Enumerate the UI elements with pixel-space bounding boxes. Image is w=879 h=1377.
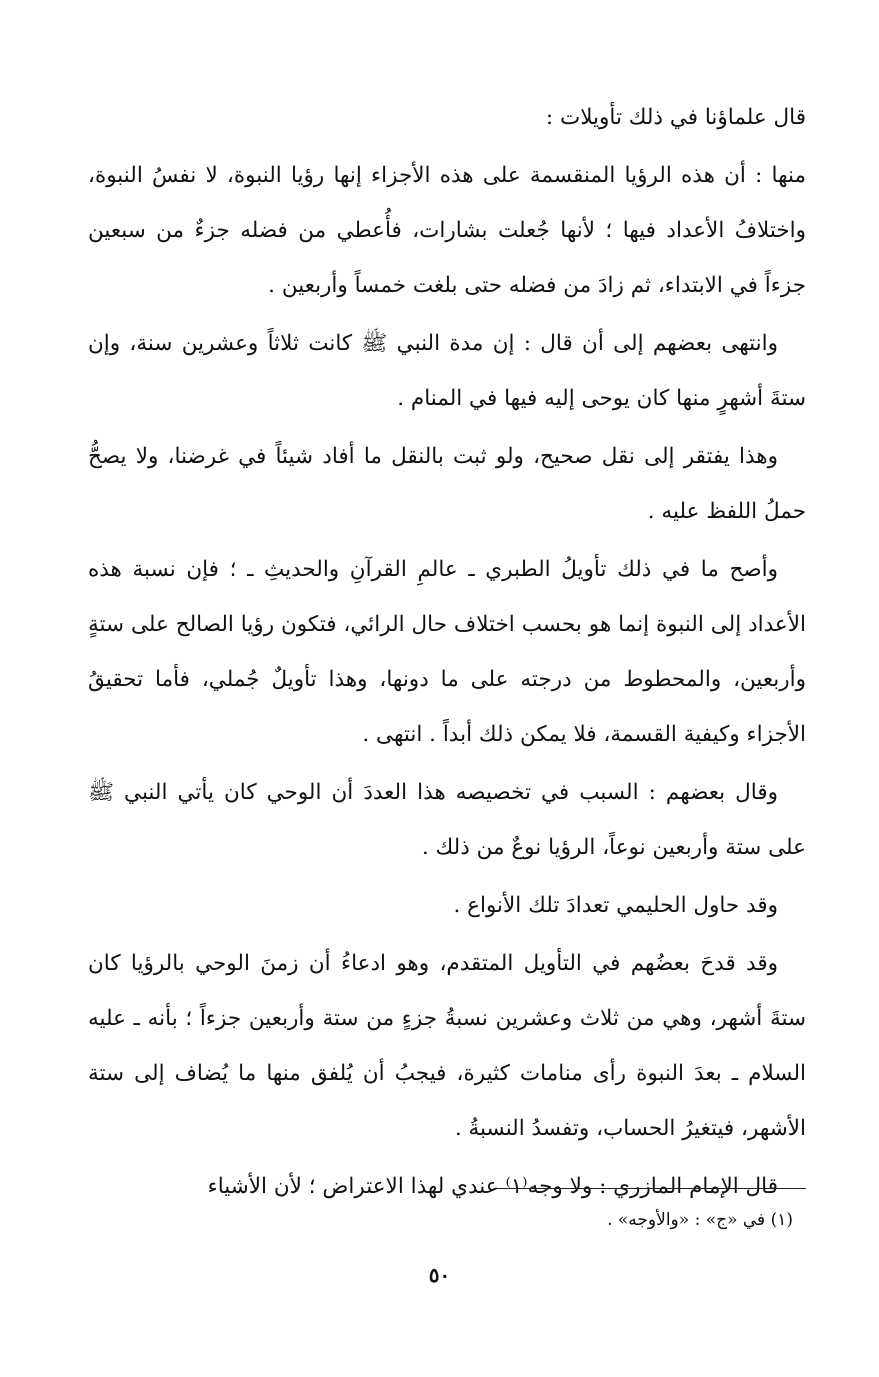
paragraph-tabari-interpretation: وأصح ما في ذلك تأويلُ الطبري ـ عالمِ القرآنِ والحديثِ ـ ؛ فإن نسبة هذه الأعداد إلى النبوة إنما هو بحسب اختلاف حال الرائي، فتكون رؤيا الصالح على ستةٍ وأربعين، والمحطوط من درجته على ما دونها، وهذا تأويلٌ جُملي، فأما تحقيقُ الأجزاء وكيفية القسمة، فلا يمكن ذلك أبداً . انتهى . <box>88 557 806 747</box>
footnote: (١) في «ج» : «والأوجه» . <box>607 1210 793 1230</box>
paragraph-needs-sound-report: وهذا يفتقر إلى نقل صحيح، ولو ثبت بالنقل ما أفاد شيئاً في غرضنا، ولا يصحُّ حملُ اللفظ عليه . <box>88 444 806 524</box>
paragraph-first-interpretation: منها : أن هذه الرؤيا المنقسمة على هذه الأجزاء إنها رؤيا النبوة، لا نفسُ النبوة، واختلافُ الأعداد فيها ؛ لأنها جُعلت بشارات، فأُعطي من فضله جزءٌ من سبعين جزءاً في الابتداء، ثم زادَ من فضله حتى بلغت خمساً وأربعين . <box>88 163 806 298</box>
page-number: ٥٠ <box>428 1263 451 1287</box>
page-body <box>88 90 806 1217</box>
paragraph-halimi: وقد حاول الحليمي تعدادَ تلك الأنواع . <box>453 893 778 918</box>
paragraph-objection: وقد قدحَ بعضُهم في التأويل المتقدم، وهو ادعاءُ أن زمنَ الوحي بالرؤيا كان ستةَ أشهر، وهي من ثلاث وعشرين نسبةُ جزءٍ من ستة وأربعين جزءاً ؛ بأنه ـ عليه السلام ـ بعدَ النبوة رأى منامات كثيرة، فيجبُ أن يُلفق منها ما يُضاف إلى ستة الأشهر، فيتغيرُ الحساب، وتفسدُ النسبةُ . <box>88 951 806 1141</box>
paragraph-intro: قال علماؤنا في ذلك تأويلات : <box>545 105 806 130</box>
paragraph-prophethood-duration: وانتهى بعضهم إلى أن قال : إن مدة النبي ﷺ كانت ثلاثاً وعشرين سنة، وإن ستةَ أشهرٍ منها كان يوحى إليه فيها في المنام . <box>88 331 806 411</box>
paragraph-mazari: قال الإمام المازري : ولا وجه⁽١⁾ عندي لهذا الاعتراض ؛ لأن الأشياء <box>207 1174 778 1199</box>
paragraph-revelation-types: وقال بعضهم : السبب في تخصيصه هذا العددَ أن الوحي كان يأتي النبي ﷺ على ستة وأربعين نوعاً، الرؤيا نوعٌ من ذلك . <box>88 780 806 860</box>
footnote-separator <box>496 1188 806 1189</box>
